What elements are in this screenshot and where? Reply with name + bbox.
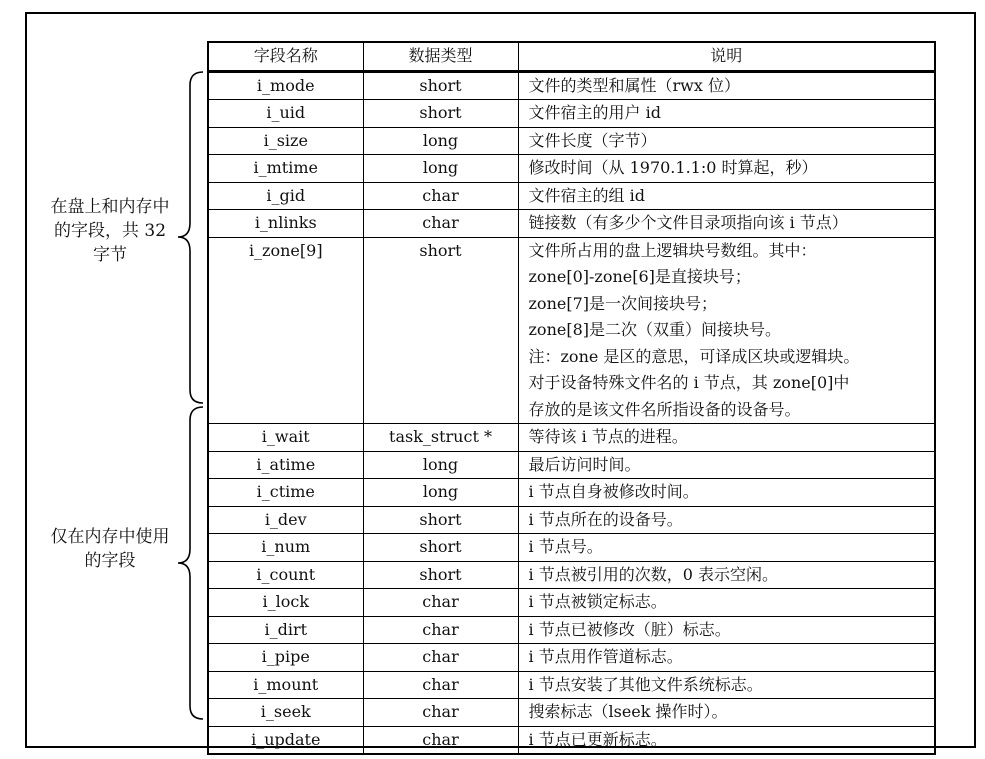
field-name-cell: i_uid bbox=[208, 100, 363, 128]
description-line: 文件所占用的盘上逻辑块号数组。其中： bbox=[528, 240, 817, 260]
description-line: 文件宿主的组 id bbox=[528, 185, 645, 205]
description-line: 等待该 i 节点的进程。 bbox=[528, 427, 688, 446]
data-type-cell: long bbox=[363, 127, 518, 155]
data-type-cell: char bbox=[363, 699, 518, 727]
group-label-line: 仅在内存中使用 bbox=[50, 527, 170, 547]
description-cell bbox=[518, 589, 935, 617]
data-type-cell: short bbox=[363, 506, 518, 534]
group-label-line: 的字段，共 32 bbox=[53, 221, 167, 241]
field-name-cell: i_nlinks bbox=[208, 210, 363, 238]
table-row bbox=[208, 451, 935, 479]
description-cell bbox=[518, 424, 935, 452]
data-type-cell: char bbox=[363, 616, 518, 644]
description-cell bbox=[518, 237, 935, 424]
description-line: 文件长度（字节） bbox=[528, 130, 657, 150]
table-row bbox=[208, 100, 935, 128]
table-row bbox=[208, 127, 935, 155]
table-row bbox=[208, 534, 935, 562]
field-name-cell: i_pipe bbox=[208, 644, 363, 672]
field-name-cell: i_update bbox=[208, 726, 363, 754]
description-cell bbox=[518, 506, 935, 534]
data-type-cell: char bbox=[363, 644, 518, 672]
field-name-cell: i_zone[9] bbox=[208, 237, 363, 424]
brace-memory-fields bbox=[175, 406, 205, 720]
description-cell bbox=[518, 671, 935, 699]
header-data-type: 数据类型 bbox=[363, 42, 518, 71]
data-type-cell: char bbox=[363, 589, 518, 617]
table-row bbox=[208, 210, 935, 238]
table-header-row bbox=[208, 42, 935, 71]
description-line: i 节点自身被修改时间。 bbox=[528, 482, 699, 501]
table-row bbox=[208, 699, 935, 727]
data-type-cell: long bbox=[363, 451, 518, 479]
table-row bbox=[208, 644, 935, 672]
field-name-cell: i_dev bbox=[208, 506, 363, 534]
table-row bbox=[208, 561, 935, 589]
description-line: 修改时间（从 1970.1.1:0 时算起，秒） bbox=[528, 158, 818, 177]
data-type-cell: short bbox=[363, 100, 518, 128]
data-type-cell: char bbox=[363, 671, 518, 699]
inode-fields-table bbox=[207, 41, 936, 755]
table-row bbox=[208, 726, 935, 754]
description-cell bbox=[518, 182, 935, 210]
group-label-line: 的字段 bbox=[84, 551, 136, 571]
description-line: 搜索标志（lseek 操作时）。 bbox=[528, 702, 728, 721]
description-cell bbox=[518, 479, 935, 507]
description-line: 文件的类型和属性（rwx 位） bbox=[528, 75, 740, 95]
description-line: 存放的是该文件名所指设备的设备号。 bbox=[528, 399, 801, 419]
header-field-name: 字段名称 bbox=[208, 42, 363, 71]
data-type-cell: char bbox=[363, 726, 518, 754]
group-label-disk bbox=[30, 195, 190, 267]
data-type-cell: task_struct * bbox=[363, 424, 518, 452]
field-name-cell: i_size bbox=[208, 127, 363, 155]
description-line: 注：zone 是区的意思，可译成区块或逻辑块。 bbox=[528, 346, 860, 366]
description-line: 最后访问时间。 bbox=[528, 454, 641, 474]
table-row bbox=[208, 155, 935, 183]
description-line: 文件宿主的用户 id bbox=[528, 103, 661, 122]
description-line: zone[7]是一次间接块号； bbox=[528, 293, 718, 313]
description-line: i 节点被引用的次数，0 表示空闲。 bbox=[528, 564, 778, 584]
field-name-cell: i_num bbox=[208, 534, 363, 562]
table-row bbox=[208, 424, 935, 452]
field-name-cell: i_ctime bbox=[208, 479, 363, 507]
description-line: i 节点被锁定标志。 bbox=[528, 592, 667, 611]
table-row bbox=[208, 616, 935, 644]
description-line: i 节点已被修改（脏）标志。 bbox=[528, 619, 731, 639]
data-type-cell: char bbox=[363, 210, 518, 238]
field-name-cell: i_dirt bbox=[208, 616, 363, 644]
table-row bbox=[208, 589, 935, 617]
data-type-cell: short bbox=[363, 237, 518, 424]
field-name-cell: i_mode bbox=[208, 71, 363, 100]
description-cell bbox=[518, 127, 935, 155]
data-type-cell: short bbox=[363, 561, 518, 589]
description-cell bbox=[518, 451, 935, 479]
description-cell bbox=[518, 210, 935, 238]
field-name-cell: i_seek bbox=[208, 699, 363, 727]
table-row bbox=[208, 182, 935, 210]
field-name-cell: i_gid bbox=[208, 182, 363, 210]
description-cell bbox=[518, 726, 935, 754]
table-row bbox=[208, 671, 935, 699]
description-cell bbox=[518, 616, 935, 644]
description-line: i 节点号。 bbox=[528, 537, 603, 556]
description-cell bbox=[518, 561, 935, 589]
description-line: i 节点已更新标志。 bbox=[528, 729, 667, 749]
table-row bbox=[208, 479, 935, 507]
group-label-line: 字节 bbox=[93, 245, 127, 265]
group-label-memory bbox=[30, 525, 190, 573]
field-name-cell: i_wait bbox=[208, 424, 363, 452]
description-line: i 节点安装了其他文件系统标志。 bbox=[528, 674, 763, 694]
table-row bbox=[208, 506, 935, 534]
description-cell bbox=[518, 644, 935, 672]
table-row bbox=[208, 71, 935, 100]
field-name-cell: i_mtime bbox=[208, 155, 363, 183]
description-line: 链接数（有多少个文件目录项指向该 i 节点） bbox=[528, 213, 848, 232]
group-label-line: 在盘上和内存中 bbox=[50, 197, 170, 217]
table-body bbox=[208, 71, 935, 754]
field-name-cell: i_atime bbox=[208, 451, 363, 479]
description-cell bbox=[518, 699, 935, 727]
description-line: i 节点所在的设备号。 bbox=[528, 509, 683, 529]
table-row bbox=[208, 237, 935, 424]
data-type-cell: short bbox=[363, 71, 518, 100]
description-cell bbox=[518, 71, 935, 100]
data-type-cell: long bbox=[363, 479, 518, 507]
field-name-cell: i_count bbox=[208, 561, 363, 589]
data-type-cell: short bbox=[363, 534, 518, 562]
data-type-cell: char bbox=[363, 182, 518, 210]
description-line: zone[0]-zone[6]是直接块号； bbox=[528, 267, 751, 286]
field-name-cell: i_mount bbox=[208, 671, 363, 699]
description-line: i 节点用作管道标志。 bbox=[528, 647, 683, 666]
header-description: 说明 bbox=[518, 42, 935, 71]
description-line: 对于设备特殊文件名的 i 节点，其 zone[0]中 bbox=[528, 373, 850, 392]
description-cell bbox=[518, 100, 935, 128]
field-name-cell: i_lock bbox=[208, 589, 363, 617]
brace-disk-fields bbox=[175, 71, 205, 404]
description-line: zone[8]是二次（双重）间接块号。 bbox=[528, 320, 782, 339]
description-cell bbox=[518, 155, 935, 183]
description-cell bbox=[518, 534, 935, 562]
data-type-cell: long bbox=[363, 155, 518, 183]
